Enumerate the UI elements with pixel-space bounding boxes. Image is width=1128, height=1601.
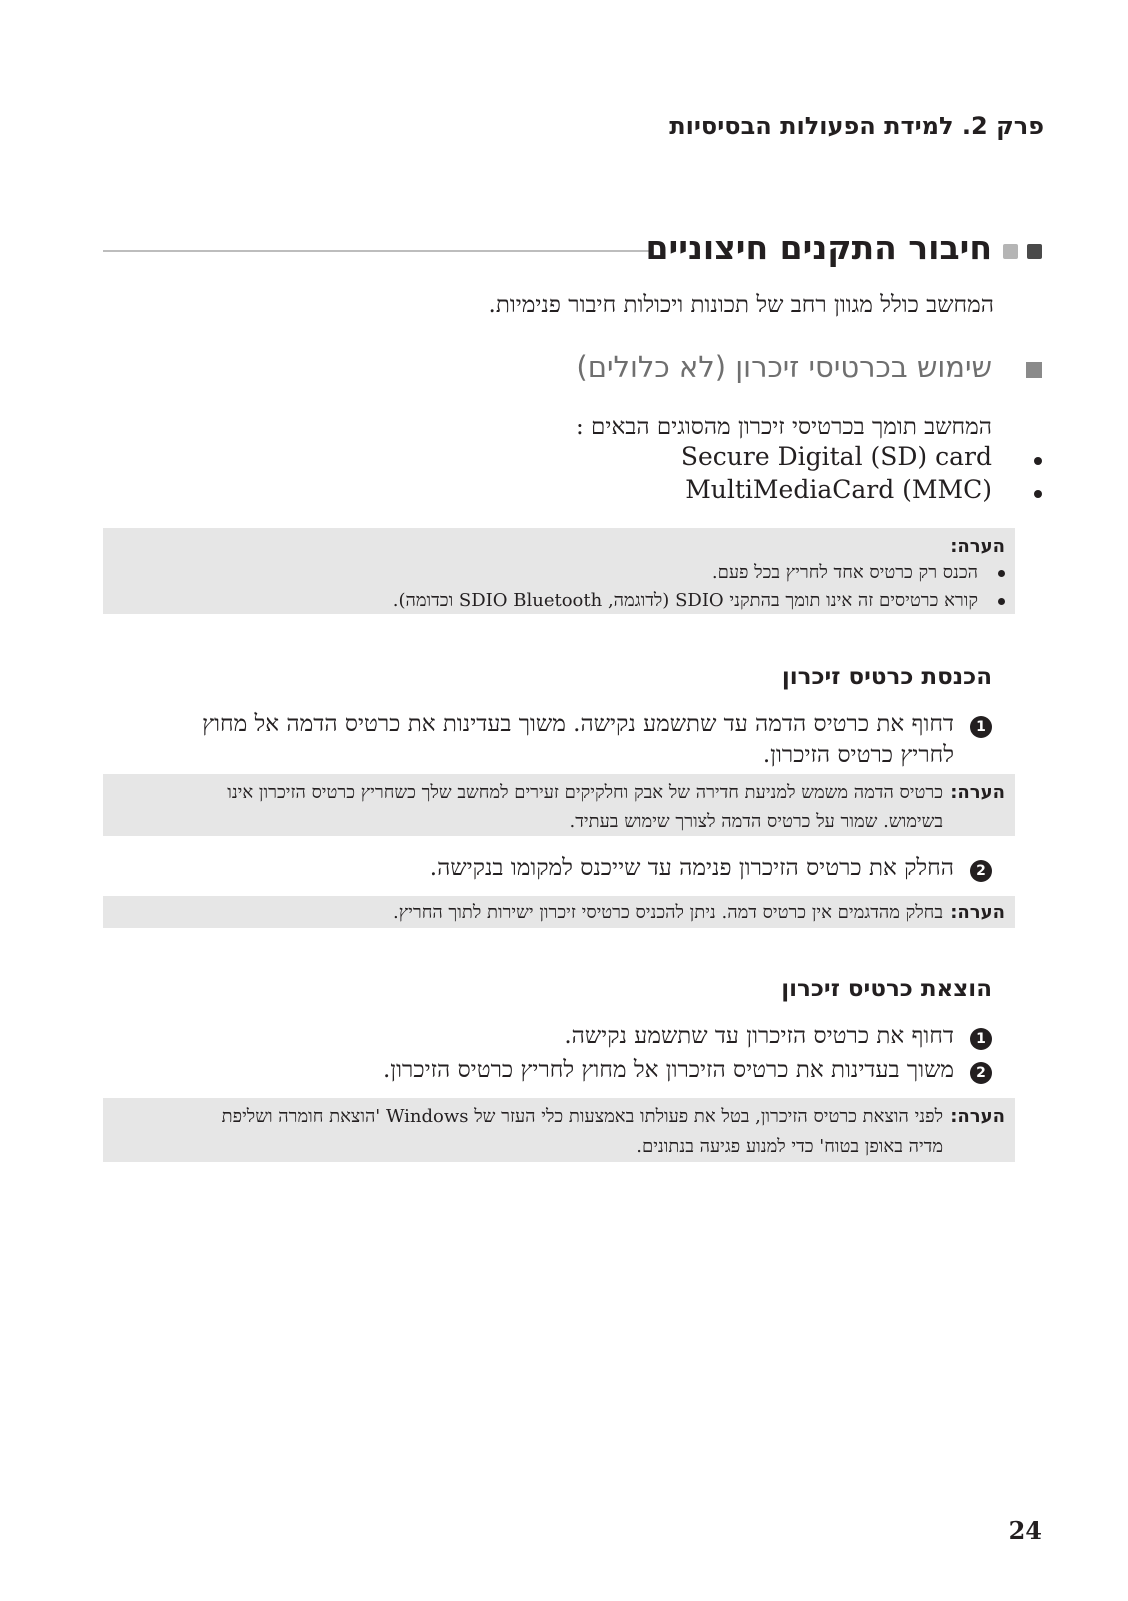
insert-step-2: החלק את כרטיס הזיכרון פנימה עד שייכנס למקומו בנקישה. <box>429 855 954 881</box>
supported-cards-intro: המחשב תומך בכרטיסי זיכרון מהסוגים הבאים : <box>576 414 992 440</box>
note-box <box>103 774 1015 836</box>
note-item: קורא כרטיסים זה אינו תומך בהתקני SDIO (לדוגמה, SDIO Bluetooth וכדומה). <box>392 590 978 611</box>
note-text: בחלק מהדגמים אין כרטיס דמה. ניתן להכניס כרטיסי זיכרון ישירות לתוך החריץ. <box>393 902 943 923</box>
chapter-header: פרק 2. למידת הפעולות הבסיסיות <box>669 112 1044 140</box>
step-2-icon: 2 <box>970 1062 992 1084</box>
insert-heading: הכנסת כרטיס זיכרון <box>781 664 992 690</box>
note-box <box>103 528 1015 614</box>
note-item: הכנס רק כרטיס אחד לחריץ בכל פעם. <box>711 562 978 583</box>
page-number: 24 <box>1008 1516 1042 1545</box>
section-intro: המחשב כולל מגוון רחב של תכונות ויכולות חיבור פנימיות. <box>488 292 994 318</box>
note-box <box>103 1098 1015 1162</box>
section-square-light-icon <box>1003 244 1018 259</box>
note-label: הערה: <box>950 536 1005 557</box>
bullet-icon <box>998 570 1005 577</box>
insert-step-1-line-1: דחוף את כרטיס הדמה עד שתשמע נקישה. משוך בעדינות את כרטיס הדמה אל מחוץ <box>202 711 954 737</box>
note-label: הערה: <box>950 902 1005 923</box>
section-square-dark-icon <box>1027 244 1042 259</box>
remove-step-1: דחוף את כרטיס הזיכרון עד שתשמע נקישה. <box>564 1023 954 1049</box>
step-1-icon: 1 <box>970 716 992 738</box>
supported-card-item: MultiMediaCard (MMC) <box>685 475 992 504</box>
note-text: כרטיס הדמה משמש למניעת חדירה של אבק וחלקיקים זעירים למחשב שלך כשחריץ כרטיס הזיכרון אינו <box>227 782 943 803</box>
bullet-icon <box>1034 457 1042 465</box>
supported-card-item: Secure Digital (SD) card <box>680 442 992 471</box>
step-2-icon: 2 <box>970 860 992 882</box>
subsection-square-icon <box>1026 362 1042 378</box>
bullet-icon <box>998 598 1005 605</box>
insert-step-1-line-2: לחריץ כרטיס הזיכרון. <box>762 742 954 768</box>
note-text: מדיה באופן בטוח' כדי למנוע פגיעה בנתונים. <box>636 1136 943 1157</box>
remove-step-2: משוך בעדינות את כרטיס הזיכרון אל מחוץ לחריץ כרטיס הזיכרון. <box>383 1057 954 1083</box>
remove-heading: הוצאת כרטיס זיכרון <box>781 976 992 1002</box>
note-text: בשימוש. שמור על כרטיס הדמה לצורך שימוש בעתיד. <box>569 811 943 832</box>
note-label: הערה: <box>950 782 1005 803</box>
subsection-title: שימוש בכרטיסי זיכרון (לא כלולים) <box>576 350 992 384</box>
section-title: חיבור התקנים חיצוניים <box>645 228 992 267</box>
note-box <box>103 896 1015 928</box>
bullet-icon <box>1034 490 1042 498</box>
step-1-icon: 1 <box>970 1028 992 1050</box>
note-text: לפני הוצאת כרטיס הזיכרון, בטל את פעולתו באמצעות כלי העזר של Windows 'הוצאת חומרה ושליפת <box>221 1106 943 1127</box>
note-label: הערה: <box>950 1106 1005 1127</box>
